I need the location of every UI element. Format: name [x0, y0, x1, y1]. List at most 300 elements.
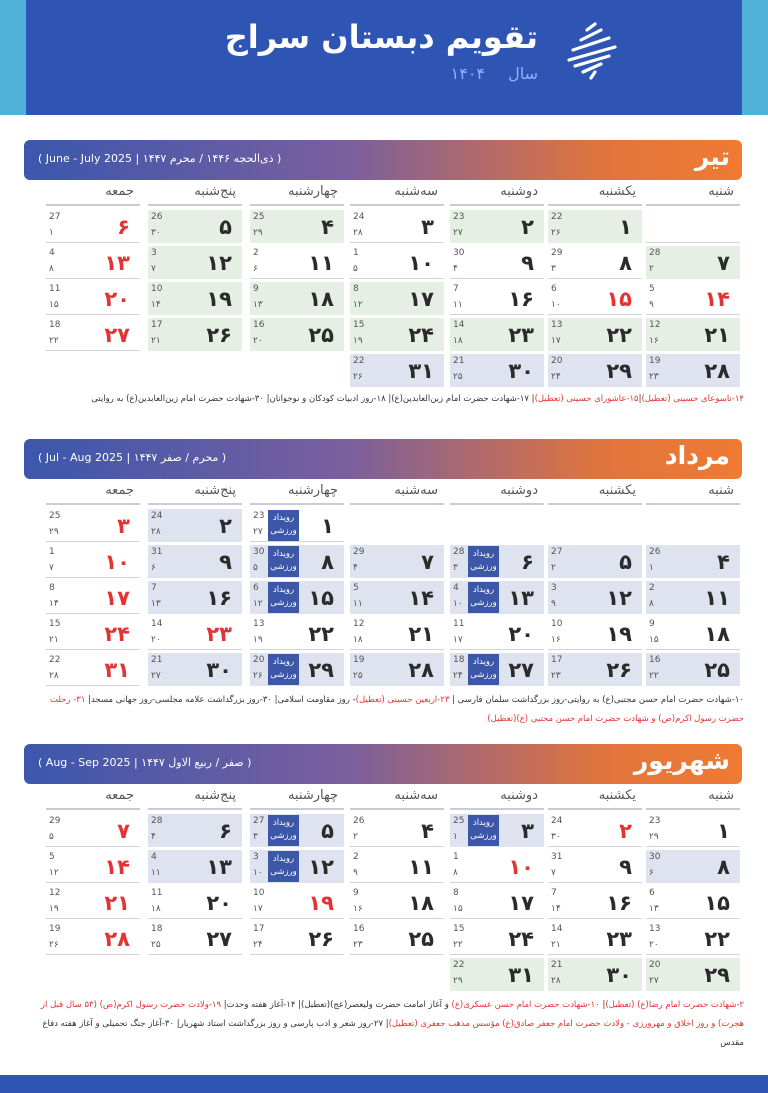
- solar-day-number: ۲۵: [308, 323, 334, 347]
- note-segment: ۳۱- رحلت حضرت رسول اکرم(ص) و شهادت حضرت امام حسن مجتبی (ع)(تعطیل): [49, 695, 744, 724]
- month-band: [24, 439, 742, 479]
- solar-day-number: ۲۹: [606, 359, 632, 383]
- day-cell[interactable]: [450, 545, 544, 578]
- day-cell[interactable]: [548, 545, 642, 578]
- day-cell[interactable]: [148, 617, 242, 650]
- hijri-day: ۲: [551, 563, 556, 573]
- hijri-day: ۲۲: [649, 671, 659, 681]
- solar-day-number: ۳۱: [104, 658, 130, 682]
- hijri-day: ۸: [49, 264, 54, 274]
- hijri-day: ۷: [151, 264, 156, 274]
- solar-day-number: ۱۶: [606, 891, 632, 915]
- day-cell[interactable]: [450, 850, 544, 883]
- weekday-header: پنج‌شنبه: [148, 483, 242, 505]
- day-cell[interactable]: [250, 545, 344, 578]
- day-cell[interactable]: [548, 814, 642, 847]
- day-cell[interactable]: [548, 653, 642, 686]
- hijri-day: ۲۴: [253, 940, 263, 950]
- hijri-day: ۱۰: [551, 300, 561, 310]
- solar-day-number: ۲۹: [704, 963, 730, 987]
- day-cell[interactable]: [46, 922, 140, 955]
- hijri-day: ۷: [49, 563, 54, 573]
- solar-day-number: ۳۱: [508, 963, 534, 987]
- footer-bar: [0, 1075, 768, 1093]
- day-cell[interactable]: [646, 210, 740, 243]
- day-cell[interactable]: [148, 850, 242, 883]
- hijri-day: ۲۱: [551, 940, 561, 950]
- gregorian-day: 10: [551, 619, 563, 629]
- hijri-day: ۱۶: [551, 635, 561, 645]
- day-cell[interactable]: [646, 282, 740, 315]
- gregorian-day: 19: [649, 356, 661, 366]
- day-cell[interactable]: [148, 509, 242, 542]
- gregorian-day: 27: [49, 212, 61, 222]
- solar-day-number: ۱۵: [308, 586, 334, 610]
- day-cell[interactable]: [548, 958, 642, 991]
- gregorian-day: 27: [253, 816, 265, 826]
- sport-event-label-1: رویداد: [472, 818, 495, 828]
- hijri-day: ۱۹: [253, 635, 263, 645]
- hijri-day: ۱۱: [151, 868, 161, 878]
- day-cell[interactable]: [548, 617, 642, 650]
- gregorian-day: 18: [453, 655, 465, 665]
- hijri-day: ۲: [353, 832, 358, 842]
- sport-event-label-1: رویداد: [272, 657, 295, 667]
- gregorian-day: 4: [453, 583, 459, 593]
- solar-day-number: ۱۳: [508, 586, 534, 610]
- hijri-day: ۱۵: [49, 300, 59, 310]
- year-value: ۱۴۰۴: [450, 64, 485, 83]
- solar-day-number: ۳۰: [206, 658, 232, 682]
- day-cell[interactable]: [350, 246, 444, 279]
- hijri-day: ۴: [453, 264, 458, 274]
- day-cell[interactable]: [46, 886, 140, 919]
- solar-day-number: ۲۲: [606, 323, 632, 347]
- day-cell[interactable]: [450, 354, 544, 387]
- gregorian-day: 7: [551, 888, 557, 898]
- gregorian-day: 7: [453, 284, 459, 294]
- gregorian-day: 19: [49, 924, 61, 934]
- gregorian-day: 21: [151, 655, 163, 665]
- day-cell[interactable]: [148, 246, 242, 279]
- day-cell[interactable]: [646, 246, 740, 279]
- day-cell[interactable]: [46, 210, 140, 243]
- day-cell[interactable]: [148, 282, 242, 315]
- month-notes: [28, 691, 744, 729]
- day-cell[interactable]: [250, 318, 344, 351]
- sport-event-label-2: ورزشی: [470, 562, 497, 572]
- solar-day-number: ۲۹: [308, 658, 334, 682]
- solar-day-number: ۱۰: [408, 251, 434, 275]
- hijri-day: ۱۷: [453, 635, 463, 645]
- gregorian-day: 16: [353, 924, 365, 934]
- solar-day-number: ۱۰: [508, 855, 534, 879]
- day-cell[interactable]: [350, 318, 444, 351]
- day-cell[interactable]: [450, 886, 544, 919]
- day-cell[interactable]: [450, 922, 544, 955]
- hijri-day: ۱۰: [453, 599, 463, 609]
- hijri-day: ۲۸: [353, 228, 363, 238]
- day-cell[interactable]: [548, 282, 642, 315]
- gregorian-day: 25: [253, 212, 265, 222]
- day-cell[interactable]: [46, 850, 140, 883]
- day-cell[interactable]: [646, 318, 740, 351]
- gregorian-day: 17: [551, 655, 563, 665]
- page-title: تقویم دبستان سراج: [224, 18, 538, 56]
- day-cell[interactable]: [250, 922, 344, 955]
- weekday-header: یکشنبه: [548, 483, 642, 505]
- day-cell[interactable]: [46, 509, 140, 542]
- day-cell[interactable]: [646, 617, 740, 650]
- day-cell[interactable]: [450, 210, 544, 243]
- hijri-day: ۳: [453, 563, 458, 573]
- note-segment: ۱۹-ولادت حضرت رسول اکرم(ص) (۵۳ سال قبل از هجرت) و روز اخلاق و مهرورزی - ولادت حضرت امام جعفر صادق(ع) مؤسس مذهب جعفری (تعطیل): [40, 1000, 744, 1029]
- sport-event-badge: [468, 815, 499, 846]
- sport-event-label-2: ورزشی: [270, 526, 297, 536]
- hijri-day: ۴: [151, 832, 156, 842]
- hijri-day: ۶: [151, 563, 156, 573]
- solar-day-number: ۴: [717, 550, 730, 574]
- weekday-header: چهارشنبه: [250, 788, 344, 810]
- day-cell[interactable]: [450, 814, 544, 847]
- gregorian-day: 5: [49, 852, 55, 862]
- day-cell[interactable]: [646, 545, 740, 578]
- day-cell[interactable]: [350, 850, 444, 883]
- day-cell[interactable]: [250, 814, 344, 847]
- gregorian-day: 16: [253, 320, 265, 330]
- day-cell[interactable]: [46, 653, 140, 686]
- weekday-header: یکشنبه: [548, 184, 642, 206]
- sport-event-badge: [268, 546, 299, 577]
- hijri-day: ۲۶: [353, 372, 363, 382]
- gregorian-day: 14: [453, 320, 465, 330]
- day-cell[interactable]: [46, 246, 140, 279]
- sport-event-label-1: رویداد: [272, 513, 295, 523]
- solar-day-number: ۳۰: [508, 359, 534, 383]
- sport-event-badge: [468, 654, 499, 685]
- day-cell[interactable]: [250, 509, 344, 542]
- day-cell[interactable]: [250, 850, 344, 883]
- weekday-header: چهارشنبه: [250, 483, 344, 505]
- gregorian-day: 17: [253, 924, 265, 934]
- hijri-day: ۲۸: [551, 976, 561, 986]
- hijri-day: ۴: [353, 563, 358, 573]
- sport-event-label-2: ورزشی: [470, 598, 497, 608]
- solar-day-number: ۴: [321, 215, 334, 239]
- day-cell[interactable]: [46, 617, 140, 650]
- day-cell[interactable]: [646, 354, 740, 387]
- day-cell[interactable]: [148, 922, 242, 955]
- hijri-day: ۲۹: [253, 228, 263, 238]
- solar-day-number: ۱۸: [704, 622, 730, 646]
- gregorian-day: 5: [353, 583, 359, 593]
- hijri-day: ۱۸: [151, 904, 161, 914]
- weekday-header: شنبه: [646, 788, 740, 810]
- sport-event-label-2: ورزشی: [270, 831, 297, 841]
- note-segment: ۲-شهادت حضرت امام رضا(ع) (تعطیل): [605, 1000, 744, 1010]
- day-cell[interactable]: [548, 886, 642, 919]
- day-cell[interactable]: [148, 318, 242, 351]
- day-cell[interactable]: [148, 581, 242, 614]
- gregorian-day: 28: [151, 816, 163, 826]
- sport-event-label-1: رویداد: [272, 818, 295, 828]
- hijri-day: ۲: [649, 264, 654, 274]
- solar-day-number: ۳۰: [606, 963, 632, 987]
- hijri-day: ۱۶: [649, 336, 659, 346]
- weekday-header: دوشنبه: [450, 788, 544, 810]
- solar-day-number: ۱۱: [408, 855, 434, 879]
- solar-day-number: ۲: [521, 215, 534, 239]
- gregorian-day: 6: [649, 888, 655, 898]
- day-cell[interactable]: [350, 886, 444, 919]
- day-cell[interactable]: [350, 581, 444, 614]
- solar-day-number: ۱۹: [606, 622, 632, 646]
- gregorian-day: 6: [551, 284, 557, 294]
- solar-day-number: ۵: [321, 819, 334, 843]
- weekday-header: جمعه: [46, 184, 140, 206]
- solar-day-number: ۷: [117, 819, 130, 843]
- solar-day-number: ۱: [619, 215, 632, 239]
- day-cell[interactable]: [350, 653, 444, 686]
- day-cell[interactable]: [250, 246, 344, 279]
- day-cell[interactable]: [450, 318, 544, 351]
- sport-event-label-2: ورزشی: [270, 562, 297, 572]
- weekday-header: شنبه: [646, 483, 740, 505]
- solar-day-number: ۱۳: [104, 251, 130, 275]
- day-cell[interactable]: [250, 653, 344, 686]
- hijri-day: ۱۱: [353, 599, 363, 609]
- solar-day-number: ۲۰: [104, 287, 130, 311]
- month-subtitle: ( Aug - Sep 2025 | صفر / ربیع الاول ۱۴۴۷ ): [38, 756, 252, 769]
- day-cell[interactable]: [250, 617, 344, 650]
- year-line: [451, 64, 538, 83]
- gregorian-day: 26: [649, 547, 661, 557]
- solar-day-number: ۷: [717, 251, 730, 275]
- day-cell[interactable]: [450, 617, 544, 650]
- solar-day-number: ۷: [421, 550, 434, 574]
- day-cell[interactable]: [646, 922, 740, 955]
- gregorian-day: 1: [453, 852, 459, 862]
- header: [0, 0, 768, 115]
- solar-day-number: ۶: [219, 819, 232, 843]
- solar-day-number: ۱۹: [308, 891, 334, 915]
- solar-day-number: ۹: [219, 550, 232, 574]
- day-cell[interactable]: [548, 922, 642, 955]
- solar-day-number: ۹: [619, 855, 632, 879]
- gregorian-day: 15: [353, 320, 365, 330]
- day-cell[interactable]: [548, 850, 642, 883]
- hijri-day: ۱۳: [649, 904, 659, 914]
- gregorian-day: 20: [551, 356, 563, 366]
- day-cell[interactable]: [548, 246, 642, 279]
- day-cell[interactable]: [450, 581, 544, 614]
- hijri-day: ۲۹: [453, 976, 463, 986]
- day-cell[interactable]: [148, 545, 242, 578]
- gregorian-day: 24: [151, 511, 163, 521]
- solar-day-number: ۲: [219, 514, 232, 538]
- month-band: [24, 140, 742, 180]
- gregorian-day: 25: [453, 816, 465, 826]
- gregorian-day: 26: [151, 212, 163, 222]
- hijri-day: ۱۱: [453, 300, 463, 310]
- hijri-day: ۲۴: [453, 671, 463, 681]
- day-cell[interactable]: [646, 958, 740, 991]
- solar-day-number: ۲۳: [508, 323, 534, 347]
- month-subtitle: ( Jul - Aug 2025 | محرم / صفر ۱۴۴۷ ): [38, 451, 227, 464]
- weekday-header: جمعه: [46, 483, 140, 505]
- hijri-day: ۱: [49, 228, 54, 238]
- solar-day-number: ۲۴: [104, 622, 130, 646]
- solar-day-number: ۳۱: [408, 359, 434, 383]
- gregorian-day: 4: [49, 248, 55, 258]
- day-cell[interactable]: [548, 210, 642, 243]
- gregorian-day: 29: [49, 816, 61, 826]
- solar-day-number: ۱۱: [704, 586, 730, 610]
- day-cell[interactable]: [46, 282, 140, 315]
- gregorian-day: 10: [253, 888, 265, 898]
- day-cell[interactable]: [450, 958, 544, 991]
- solar-day-number: ۹: [521, 251, 534, 275]
- day-cell[interactable]: [148, 653, 242, 686]
- day-cell[interactable]: [450, 282, 544, 315]
- solar-day-number: ۲۷: [206, 927, 232, 951]
- hijri-day: ۲۰: [151, 635, 161, 645]
- gregorian-day: 28: [649, 248, 661, 258]
- day-cell[interactable]: [350, 354, 444, 387]
- solar-day-number: ۲۴: [408, 323, 434, 347]
- month-name: مرداد: [664, 441, 730, 470]
- gregorian-day: 1: [353, 248, 359, 258]
- hijri-day: ۹: [353, 868, 358, 878]
- day-cell[interactable]: [350, 922, 444, 955]
- gregorian-day: 2: [353, 852, 359, 862]
- hijri-day: ۳: [253, 832, 258, 842]
- day-cell[interactable]: [46, 545, 140, 578]
- hijri-day: ۲۵: [353, 671, 363, 681]
- day-cell[interactable]: [350, 545, 444, 578]
- solar-day-number: ۱۳: [206, 855, 232, 879]
- hijri-day: ۲۱: [151, 336, 161, 346]
- day-cell[interactable]: [350, 814, 444, 847]
- day-cell[interactable]: [148, 210, 242, 243]
- hijri-day: ۲۸: [49, 671, 59, 681]
- gregorian-day: 13: [551, 320, 563, 330]
- sport-event-badge: [268, 510, 299, 541]
- day-cell[interactable]: [350, 617, 444, 650]
- solar-day-number: ۱۸: [408, 891, 434, 915]
- solar-day-number: ۲۳: [606, 927, 632, 951]
- sport-event-badge: [268, 815, 299, 846]
- day-cell[interactable]: [646, 886, 740, 919]
- solar-day-number: ۲۳: [206, 622, 232, 646]
- solar-day-number: ۱۶: [508, 287, 534, 311]
- hijri-day: ۲۳: [353, 940, 363, 950]
- note-segment: ۱۰-شهادت حضرت امام حسن عسکری(ع): [451, 1000, 600, 1010]
- note-segment: |: [599, 1000, 606, 1010]
- solar-day-number: ۳: [521, 819, 534, 843]
- hijri-day: ۲۷: [649, 976, 659, 986]
- day-cell[interactable]: [350, 210, 444, 243]
- hijri-day: ۱۲: [253, 599, 263, 609]
- solar-day-number: ۱۰: [104, 550, 130, 574]
- gregorian-day: 1: [49, 547, 55, 557]
- day-cell[interactable]: [350, 282, 444, 315]
- month-notes: [28, 996, 744, 1053]
- hijri-day: ۲۶: [49, 940, 59, 950]
- hijri-day: ۶: [253, 264, 258, 274]
- solar-day-number: ۵: [619, 550, 632, 574]
- hijri-day: ۲۶: [551, 228, 561, 238]
- gregorian-day: 22: [353, 356, 365, 366]
- sport-event-label-2: ورزشی: [270, 867, 297, 877]
- gregorian-day: 22: [49, 655, 61, 665]
- gregorian-day: 14: [551, 924, 563, 934]
- hijri-day: ۱۷: [551, 336, 561, 346]
- day-cell[interactable]: [450, 246, 544, 279]
- solar-day-number: ۱۱: [308, 251, 334, 275]
- day-cell[interactable]: [646, 653, 740, 686]
- day-cell[interactable]: [548, 354, 642, 387]
- day-cell[interactable]: [548, 581, 642, 614]
- note-segment: | ۱۷-شهادت حضرت امام زین‌العابدین(ع)| ۱۸-روز ادبیات کودکان و نوجوانان| ۳۰-شهادت حضرت امام زین‌العابدین(ع) به روایتی: [91, 394, 535, 404]
- day-cell[interactable]: [46, 814, 140, 847]
- hijri-day: ۲۵: [151, 940, 161, 950]
- day-cell[interactable]: [250, 282, 344, 315]
- day-cell[interactable]: [148, 886, 242, 919]
- day-cell[interactable]: [250, 581, 344, 614]
- gregorian-day: 8: [49, 583, 55, 593]
- day-cell[interactable]: [548, 318, 642, 351]
- weekday-header: سه‌شنبه: [350, 483, 444, 505]
- gregorian-day: 21: [453, 356, 465, 366]
- day-cell[interactable]: [646, 850, 740, 883]
- solar-day-number: ۱۶: [206, 586, 232, 610]
- hijri-day: ۲۷: [453, 228, 463, 238]
- solar-day-number: ۲۱: [104, 891, 130, 915]
- weekday-header: جمعه: [46, 788, 140, 810]
- gregorian-day: 26: [353, 816, 365, 826]
- weekday-header: سه‌شنبه: [350, 788, 444, 810]
- day-cell[interactable]: [148, 814, 242, 847]
- day-cell[interactable]: [646, 814, 740, 847]
- solar-day-number: ۱۴: [104, 855, 130, 879]
- solar-day-number: ۲۷: [508, 658, 534, 682]
- solar-day-number: ۱۵: [704, 891, 730, 915]
- gregorian-day: 8: [453, 888, 459, 898]
- hijri-day: ۱۲: [353, 300, 363, 310]
- solar-day-number: ۲۶: [206, 323, 232, 347]
- gregorian-day: 15: [453, 924, 465, 934]
- gregorian-day: 9: [353, 888, 359, 898]
- gregorian-day: 3: [253, 852, 259, 862]
- gregorian-day: 20: [253, 655, 265, 665]
- gregorian-day: 19: [353, 655, 365, 665]
- gregorian-day: 13: [649, 924, 661, 934]
- solar-day-number: ۲۸: [704, 359, 730, 383]
- hijri-day: ۱۴: [49, 599, 59, 609]
- solar-day-number: ۲۱: [704, 323, 730, 347]
- day-cell[interactable]: [46, 581, 140, 614]
- day-cell[interactable]: [646, 581, 740, 614]
- day-cell[interactable]: [250, 210, 344, 243]
- day-cell[interactable]: [46, 318, 140, 351]
- day-cell[interactable]: [450, 653, 544, 686]
- day-cell[interactable]: [250, 886, 344, 919]
- note-segment: | ۲۷-روز شعر و ادب پارسی و روز بزرگداشت استاد شهریار| ۳۰-آغاز جنگ تحمیلی و آغاز هفته دفاع مقدس: [42, 1019, 744, 1048]
- hijri-day: ۱۹: [353, 336, 363, 346]
- sport-event-label-2: ورزشی: [270, 670, 297, 680]
- gregorian-day: 10: [151, 284, 163, 294]
